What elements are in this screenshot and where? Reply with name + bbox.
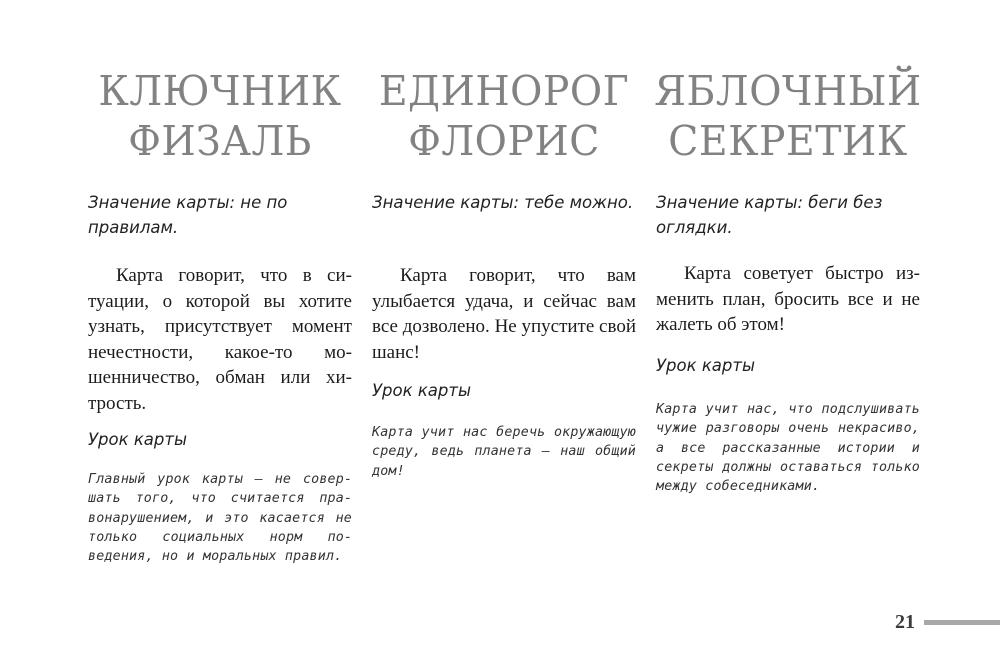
card-title xyxy=(368,66,641,166)
card-meaning: Значение карты: беги без оглядки. xyxy=(656,193,883,237)
card-meaning: Значение карты: не по правилам. xyxy=(88,193,288,237)
lesson-text: Главный урок карты — не совершать того, что считается правонарушением, и это касается не только социальных норм поведения, но и моральных правил. xyxy=(88,472,352,565)
card-title-line-2: СЕКРЕТИК xyxy=(668,117,908,165)
card-meaning: Значение карты: тебе можно. xyxy=(372,193,634,212)
card-column-kluchnik-fizal xyxy=(88,0,352,600)
card-column-edinorog-floris xyxy=(372,0,636,600)
lesson-heading: Урок карты xyxy=(88,430,188,449)
page-number-rule xyxy=(924,620,1000,625)
card-title-line-2: ФЛОРИС xyxy=(408,117,600,165)
card-title-line-1: ЯБЛОЧНЫЙ xyxy=(654,67,922,115)
lesson-heading: Урок карты xyxy=(372,381,472,400)
card-title-line-2: ФИЗАЛЬ xyxy=(128,117,312,165)
page-number: 21 xyxy=(895,611,915,633)
card-description: Карта советует быстро изменить план, бросить все и не жалеть об этом! xyxy=(656,263,920,335)
card-description: Карта говорит, что вам улыбается удача, и сейчас вам все дозволено. Не упустите свой шанс! xyxy=(372,265,636,363)
lesson-text: Карта учит нас беречь окружающую среду, ведь планета — наш общий дом! xyxy=(372,425,636,479)
lesson-text: Карта учит нас, что подслушивать чужие разговоры очень некрасиво, а все рассказанные истории и секреты должны оставаться только между собеседниками. xyxy=(656,402,920,495)
card-title-line-1: ЕДИНОРОГ xyxy=(378,67,630,115)
card-title xyxy=(84,66,357,166)
lesson-heading: Урок карты xyxy=(656,356,756,375)
card-description: Карта говорит, что в ситуации, о которой вы хотите узнать, присутствует момент нечестности, какое-то мошенничество, обман или хитрость. xyxy=(88,265,352,414)
card-title-line-1: КЛЮЧНИК xyxy=(98,67,342,115)
card-title xyxy=(652,66,925,166)
card-column-yablochny-sekretik xyxy=(656,0,920,600)
